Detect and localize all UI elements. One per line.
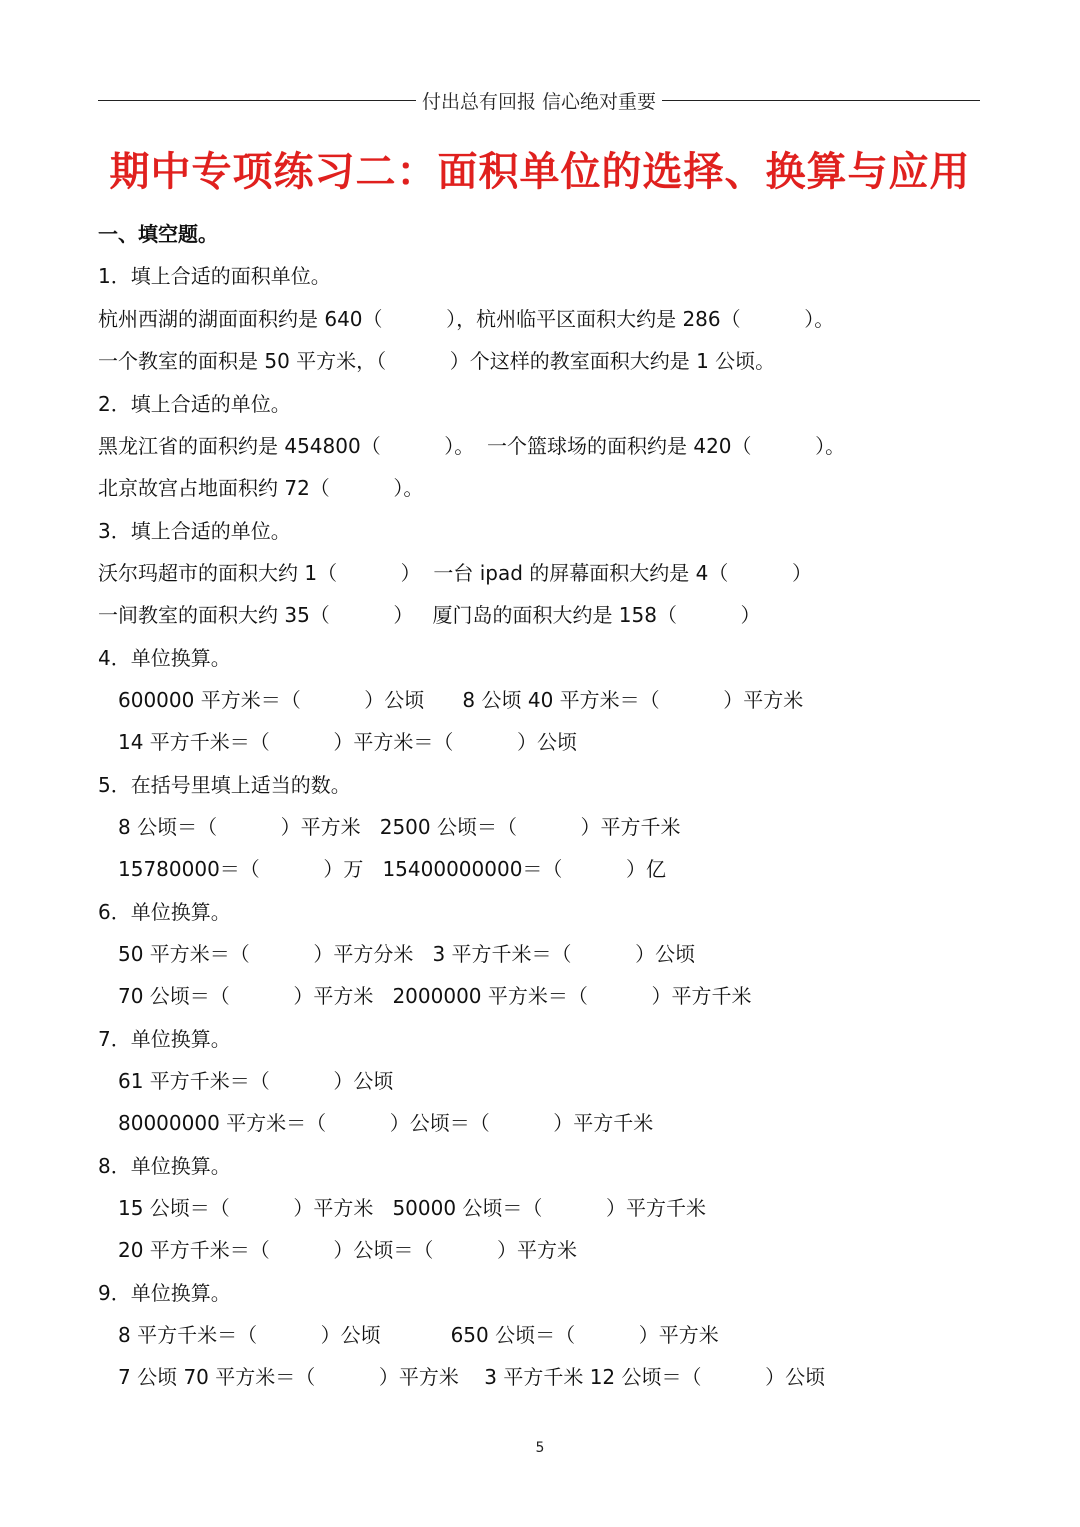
question-8-label: 8．单位换算。 xyxy=(98,1154,231,1178)
question-3-label: 3．填上合适的单位。 xyxy=(98,519,291,543)
page-title: 期中专项练习二：面积单位的选择、换算与应用 xyxy=(109,149,971,195)
question-7-line-1: 61 平方千米＝（ ）公顷 xyxy=(118,1069,394,1093)
question-2-line-2: 北京故宫占地面积约 72（ ）。 xyxy=(98,476,424,500)
question-6-line-1: 50 平方米＝（ ）平方分米 3 平方千米＝（ ）公顷 xyxy=(118,942,696,966)
question-8-line-1: 15 公顷＝（ ）平方米 50000 公顷＝（ ）平方千米 xyxy=(118,1196,707,1220)
question-9-line-1: 8 平方千米＝（ ）公顷 650 公顷＝（ ）平方米 xyxy=(118,1323,719,1347)
page-header xyxy=(98,86,980,114)
header-motto: 付出总有回报 信心绝对重要 xyxy=(421,90,657,113)
question-9-line-2: 7 公顷 70 平方米＝（ ）平方米 3 平方千米 12 公顷＝（ ）公顷 xyxy=(118,1365,826,1389)
question-2-line-1: 黑龙江省的面积约是 454800（ ）。 一个篮球场的面积约是 420（ ）。 xyxy=(98,434,846,458)
question-4-line-1: 600000 平方米＝（ ）公顷 8 公顷 40 平方米＝（ ）平方米 xyxy=(118,688,804,712)
header-rule-left xyxy=(98,100,416,101)
question-2-label: 2．填上合适的单位。 xyxy=(98,392,291,416)
question-3-line-1: 沃尔玛超市的面积大约 1（ ） 一台 ipad 的屏幕面积大约是 4（ ） xyxy=(98,561,812,585)
question-1-label: 1．填上合适的面积单位。 xyxy=(98,264,331,288)
question-6-line-2: 70 公顷＝（ ）平方米 2000000 平方米＝（ ）平方千米 xyxy=(118,984,752,1008)
section-heading: 一、填空题。 xyxy=(98,222,218,246)
question-5-label: 5．在括号里填上适当的数。 xyxy=(98,773,351,797)
question-5-line-2: 15780000＝（ ）万 15400000000＝（ ）亿 xyxy=(118,857,666,881)
question-8-line-2: 20 平方千米＝（ ）公顷＝（ ）平方米 xyxy=(118,1238,577,1262)
question-5-line-1: 8 公顷＝（ ）平方米 2500 公顷＝（ ）平方千米 xyxy=(118,815,681,839)
question-3-line-2: 一间教室的面积大约 35（ ） 厦门岛的面积大约是 158（ ） xyxy=(98,603,761,627)
question-1-line-1: 杭州西湖的湖面面积约是 640（ ），杭州临平区面积大约是 286（ ）。 xyxy=(98,307,835,331)
question-6-label: 6．单位换算。 xyxy=(98,900,231,924)
question-4-label: 4．单位换算。 xyxy=(98,646,231,670)
page-number: 5 xyxy=(535,1440,545,1456)
question-1-line-2: 一个教室的面积是 50 平方米，（ ）个这样的教室面积大约是 1 公顷。 xyxy=(98,349,776,373)
header-rule-right xyxy=(662,100,980,101)
question-9-label: 9．单位换算。 xyxy=(98,1281,231,1305)
question-7-label: 7．单位换算。 xyxy=(98,1027,231,1051)
question-7-line-2: 80000000 平方米＝（ ）公顷＝（ ）平方千米 xyxy=(118,1111,654,1135)
question-4-line-2: 14 平方千米＝（ ）平方米＝（ ）公顷 xyxy=(118,730,577,754)
